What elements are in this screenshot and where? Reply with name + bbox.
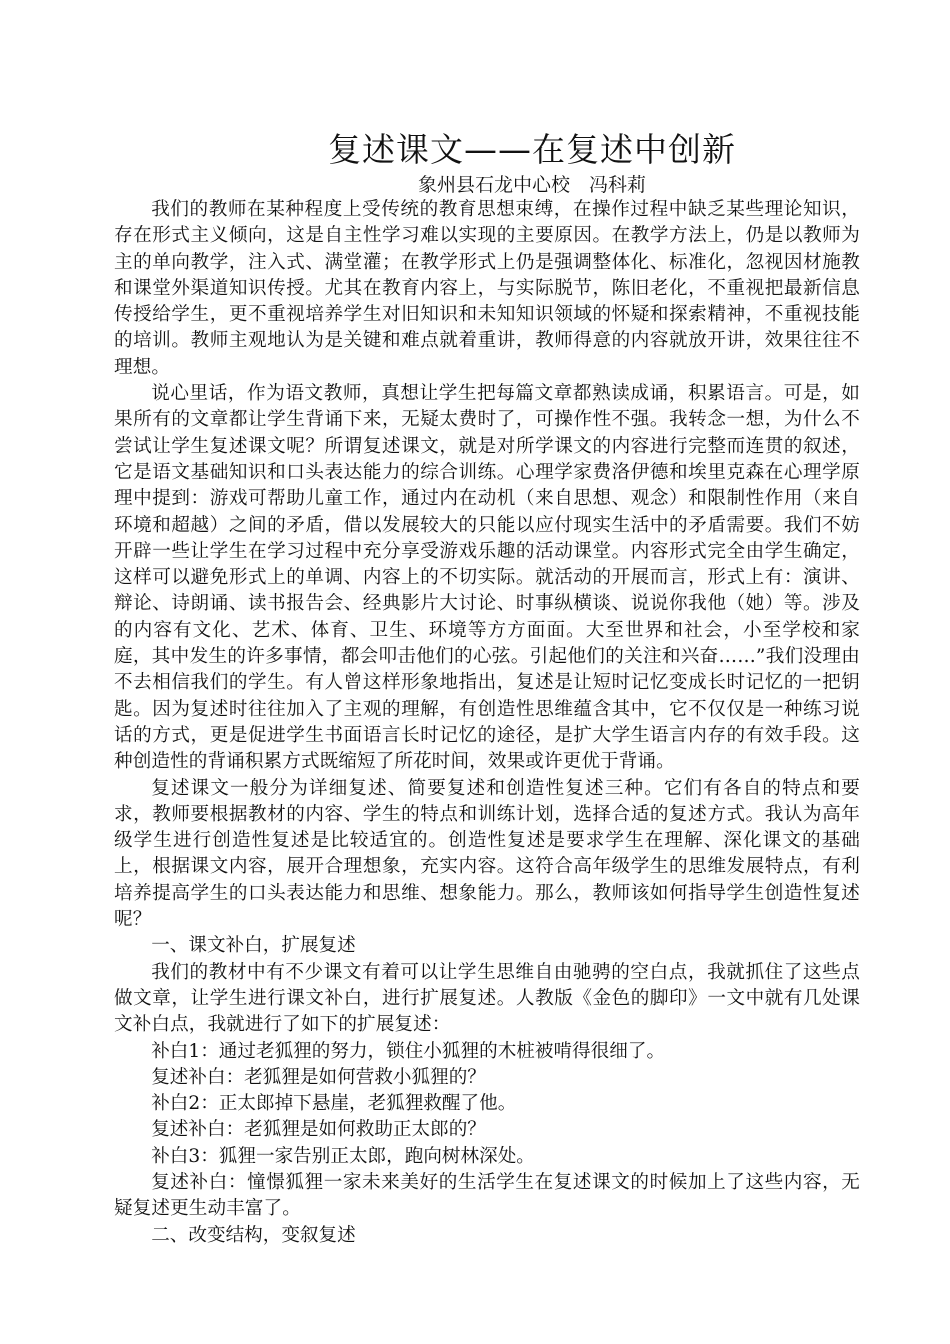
paragraph-2: 说心里话，作为语文教师，真想让学生把每篇文章都熟读成诵，积累语言。可是，如果所有的文章都让学生背诵下来，无疑太费时了，可操作性不强。我转念一想，为什么不尝试让学生复述课文呢？所谓复述课文，就是对所学课文的内容进行完整而连贯的叙述，它是语文基础知识和口头表达能力的综合训练。心理学家费洛伊德和埃里克森在心理学原理中提到：游戏可帮助儿童工作，通过内在动机（来自思想、观念）和限制性作用（来自环境和超越）之间的矛盾，借以发展较大的只能以应付现实生活中的矛盾需要。我们不妨开辟一些让学生在学习过程中充分享受游戏乐趣的活动课堂。内容形式完全由学生确定，这样可以避免形式上的单调、内容上的不切实际。就活动的开展而言，形式上有：演讲、辩论、诗朗诵、读书报告会、经典影片大讨论、时事纵横谈、说说你我他（她）等。涉及的内容有文化、艺术、体育、卫生、环境等方方面面。大至世界和社会，小至学校和家庭，其中发生的许多事情，都会叩击他们的心弦。引起他们的关注和兴奋……”我们没理由不去相信我们的学生。有人曾这样形象地指出，复述是让短时记忆变成长时记忆的一把钥匙。因为复述时往往加入了主观的理解，有创造性思维蕴含其中，它不仅仅是一种练习说话的方式，更是促进学生书面语言长时记忆的途径，是扩大学生语言内存的有效手段。这种创造性的背诵积累方式既缩短了所花时间，效果或许更优于背诵。 (114, 383, 860, 773)
paragraph-1: 我们的教师在某种程度上受传统的教育思想束缚，在操作过程中缺乏某些理论知识，存在形式主义倾向，这是自主性学习难以实现的主要原因。在教学方法上，仍是以教师为主的单向教学，注入式、满堂灌；在教学形式上仍是强调整体化、标准化，忽视因材施教和课堂外渠道知识传授。尤其在教育内容上，与实际脱节，陈旧老化，不重视把最新信息传授给学生，更不重视培养学生对旧知识和未知知识领域的怀疑和探索精神，不重视技能的培训。教师主观地认为是关键和难点就着重讲，教师得意的内容就放开讲，效果往往不理想。 (114, 199, 860, 378)
author-line: 象州县石龙中心校 冯科莉 (417, 174, 646, 196)
paragraph-4: 我们的教材中有不少课文有着可以让学生思维自由驰骋的空白点，我就抓住了这些点做文章，让学生进行课文补白，进行扩展复述。人教版《金色的脚印》一文中就有几处课文补白点，我就进行了如下的扩展复述： (114, 961, 860, 1036)
paragraph-last: 复述补白：憧憬狐狸一家未来美好的生活学生在复述课文的时候加上了这些内容，无疑复述更生动丰富了。 (114, 1171, 860, 1220)
section-heading-2: 二、改变结构，变叙复述 (151, 1224, 356, 1246)
paragraph-3: 复述课文一般分为详细复述、简要复述和创造性复述三种。它们有各自的特点和要求，教师要根据教材的内容、学生的特点和训练计划，选择合适的复述方式。我认为高年级学生进行创造性复述是比较适宜的。创造性复述是要求学生在理解、深化课文的基础上，根据课文内容，展开合理想象，充实内容。这符合高年级学生的思维发展特点，有利培养提高学生的口头表达能力和思维、想象能力。那么，教师该如何指导学生创造性复述呢？ (114, 777, 860, 931)
document-page (114, 126, 860, 1249)
supplement-item: 补白2：正太郎掉下悬崖，老狐狸救醒了他。 (151, 1093, 517, 1115)
supplement-item: 补白3：狐狸一家告别正太郎，跑向树林深处。 (151, 1145, 535, 1167)
document-title: 复述课文——在复述中创新 (328, 130, 736, 169)
supplement-item: 补白1：通过老狐狸的努力，锁住小狐狸的木桩被啃得很细了。 (151, 1040, 666, 1062)
section-heading-1: 一、课文补白，扩展复述 (151, 935, 356, 957)
supplement-item: 复述补白：老狐狸是如何救助正太郎的？ (151, 1119, 486, 1141)
supplement-item: 复述补白：老狐狸是如何营救小狐狸的？ (151, 1066, 486, 1088)
